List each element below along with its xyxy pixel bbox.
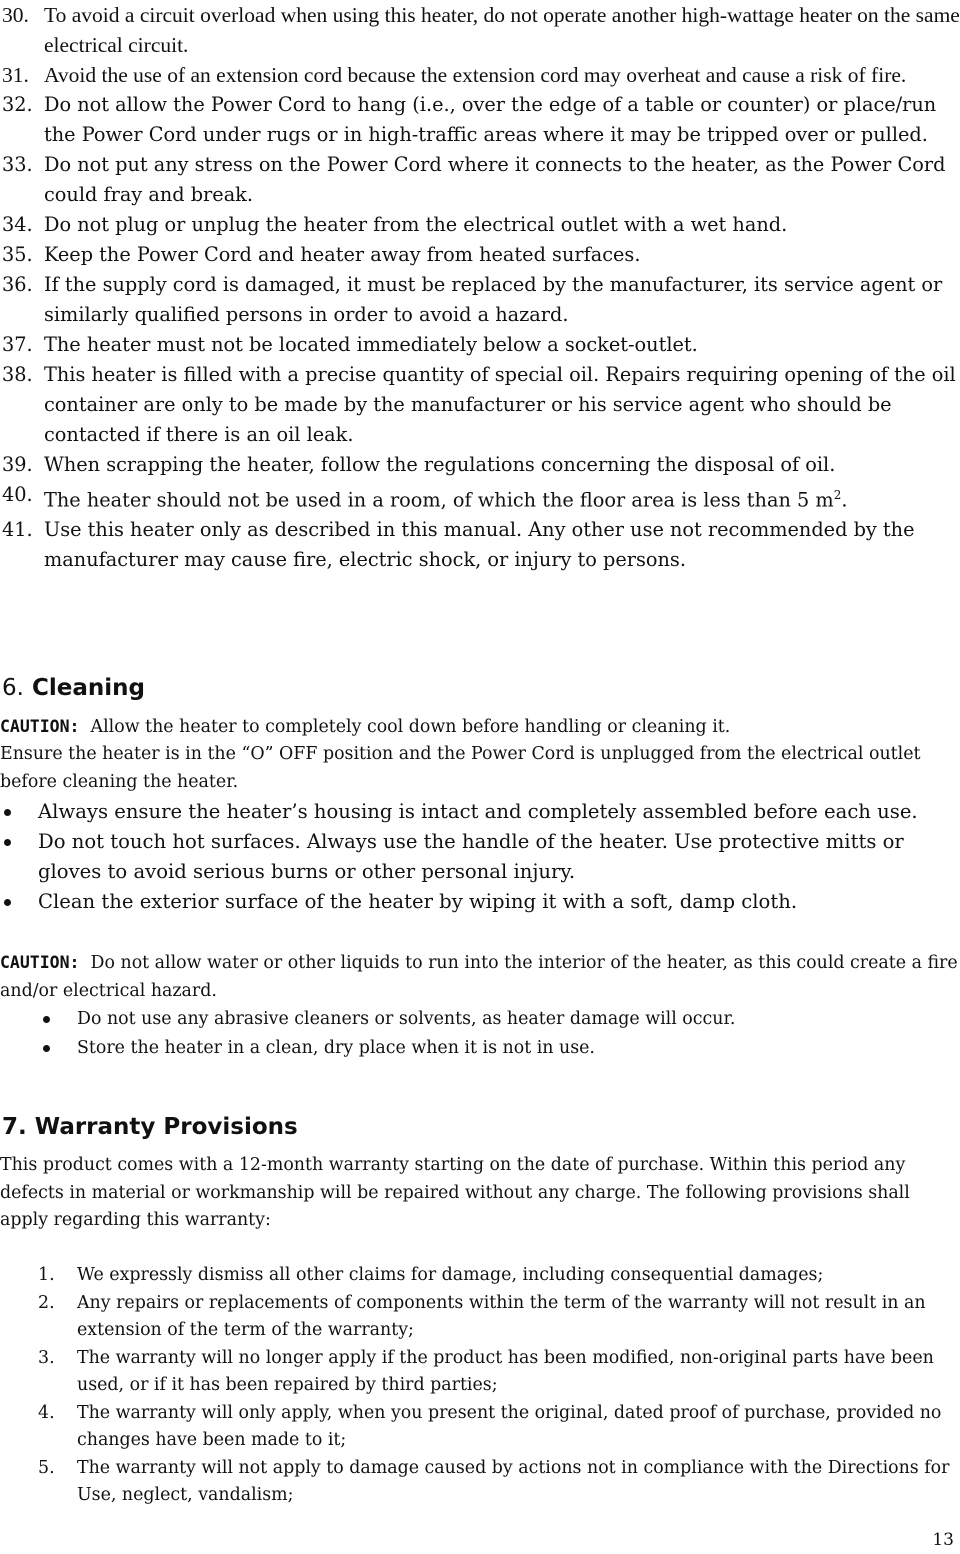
item-text: Any repairs or replacements of components within the term of the warranty will not result in an extension of the term of the warranty; [77,1292,926,1340]
item-number: 39. [2,453,33,476]
bullet-text: Do not use any abrasive cleaners or solvents, as heater damage will occur. [77,1009,736,1029]
item-number: 37. [2,333,33,356]
item-text: The warranty will only apply, when you present the original, dated proof of purchase, provided no changes have been made to it; [77,1402,942,1450]
warranty-item [0,1455,950,1510]
section-title: Warranty Provisions [34,1114,298,1140]
cleaning-bullets-secondary [0,1005,950,1062]
cleaning-caution-2 [0,949,958,1005]
warranty-item [0,1262,950,1290]
item-number: 2. [38,1292,55,1313]
item-number: 36. [2,273,33,296]
section-title: Cleaning [31,675,145,701]
bullet-text: Store the heater in a clean, dry place when it is not in use. [77,1037,595,1058]
safety-item-32 [0,90,960,150]
bullet-icon [43,1016,50,1023]
item-number: 3. [38,1347,55,1368]
item-number: 5. [38,1457,55,1478]
item-number: 33. [2,153,33,176]
bullet-item [0,797,950,827]
safety-item-34 [0,210,960,240]
bullet-icon [4,839,11,846]
safety-item-36 [0,270,960,330]
warranty-item [0,1290,950,1345]
bullet-text: Clean the exterior surface of the heater by wiping it with a soft, damp cloth. [38,890,798,913]
section-number: 7. [2,1114,27,1140]
bullet-icon [4,899,11,906]
bullet-item [0,1005,950,1034]
caution-label: CAUTION: [0,953,80,972]
cleaning-caution-1 [0,713,958,742]
item-number: 4. [38,1402,55,1423]
safety-item-31 [0,60,960,90]
item-number: 34. [2,213,33,236]
item-number: 32. [2,93,33,116]
safety-item-35 [0,240,960,270]
safety-item-39 [0,450,960,480]
item-number: 31. [2,63,29,87]
item-number: 35. [2,243,33,266]
warranty-heading [2,1114,298,1140]
superscript: 2 [833,488,842,502]
safety-item-41 [0,515,960,575]
item-number: 40. [2,483,33,506]
warranty-item [0,1345,950,1400]
safety-item-33 [0,150,960,210]
item-text: The warranty will no longer apply if the product has been modified, non-original parts have been used, or if it has been repaired by third parties; [77,1347,934,1395]
item-text-end: . [841,488,848,512]
bullet-item [0,887,950,917]
safety-item-30 [0,0,960,60]
page-number: 13 [932,1530,954,1550]
safety-instructions-list [0,0,960,575]
bullet-icon [4,809,11,816]
cleaning-heading [2,675,145,701]
item-text: When scrapping the heater, follow the regulations concerning the disposal of oil. [44,453,836,476]
item-number: 30. [2,3,29,27]
item-number: 41. [2,518,33,542]
caution-text: Allow the heater to completely cool down before handling or cleaning it. [90,717,731,737]
item-text: The heater must not be located immediately below a socket-outlet. [44,333,698,356]
bullet-text: Do not touch hot surfaces. Always use the handle of the heater. Use protective mitts or gloves to avoid serious burns or other personal injury. [38,830,904,883]
safety-item-38 [0,360,960,450]
item-number: 38. [2,363,33,386]
item-text: To avoid a circuit overload when using this heater, do not operate another high-wattage heater on the same electrical circuit. [44,3,960,57]
warranty-item [0,1400,950,1455]
warranty-intro: This product comes with a 12-month warranty starting on the date of purchase. Within this period any defects in material or workmanship will be repaired without any charge. The following provisions shall apply regarding this warranty: [0,1155,910,1230]
bullet-text: Always ensure the heater’s housing is intact and completely assembled before each use. [38,800,918,823]
item-text: Keep the Power Cord and heater away from heated surfaces. [44,243,641,266]
section-number: 6. [2,675,24,701]
safety-item-37 [0,330,960,360]
safety-item-40 [0,480,960,515]
item-text: We expressly dismiss all other claims for damage, including consequential damages; [77,1265,824,1285]
item-text: Do not plug or unplug the heater from the electrical outlet with a wet hand. [44,213,788,236]
item-text: Do not put any stress on the Power Cord where it connects to the heater, as the Power Cord could fray and break. [44,153,946,206]
item-text: Avoid the use of an extension cord because the extension cord may overheat and cause a risk of fire. [44,63,907,87]
item-text: The warranty will not apply to damage caused by actions not in compliance with the Directions for Use, neglect, vandalism; [77,1457,950,1505]
item-number: 1. [38,1265,55,1285]
item-text: Use this heater only as described in this manual. Any other use not recommended by the manufacturer may cause fire, electric shock, or injury to persons. [44,518,915,572]
cleaning-bullets [0,797,950,917]
bullet-item [0,827,950,887]
item-text: The heater should not be used in a room, of which the floor area is less than 5 m [44,488,834,512]
caution-text: Do not allow water or other liquids to run into the interior of the heater, as this could create a fire and/or electrical hazard. [0,953,958,1001]
bullet-icon [43,1045,50,1052]
warranty-provisions-list [0,1262,950,1510]
item-text: This heater is filled with a precise quantity of special oil. Repairs requiring opening of the oil container are only to be made by the manufacturer or his service agent who should be contacted if there is an oil leak. [44,363,956,446]
caution-label: CAUTION: [0,717,80,736]
item-text: If the supply cord is damaged, it must be replaced by the manufacturer, its service agent or similarly qualified persons in order to avoid a hazard. [44,273,943,326]
bullet-item [0,1034,950,1063]
item-text: Do not allow the Power Cord to hang (i.e., over the edge of a table or counter) or place/run the Power Cord under rugs or in high-traffic areas where it may be tripped over or pulled. [44,93,937,146]
cleaning-ensure-paragraph: Ensure the heater is in the “O” OFF position and the Power Cord is unplugged from the electrical outlet before cleaning the heater. [0,744,921,792]
